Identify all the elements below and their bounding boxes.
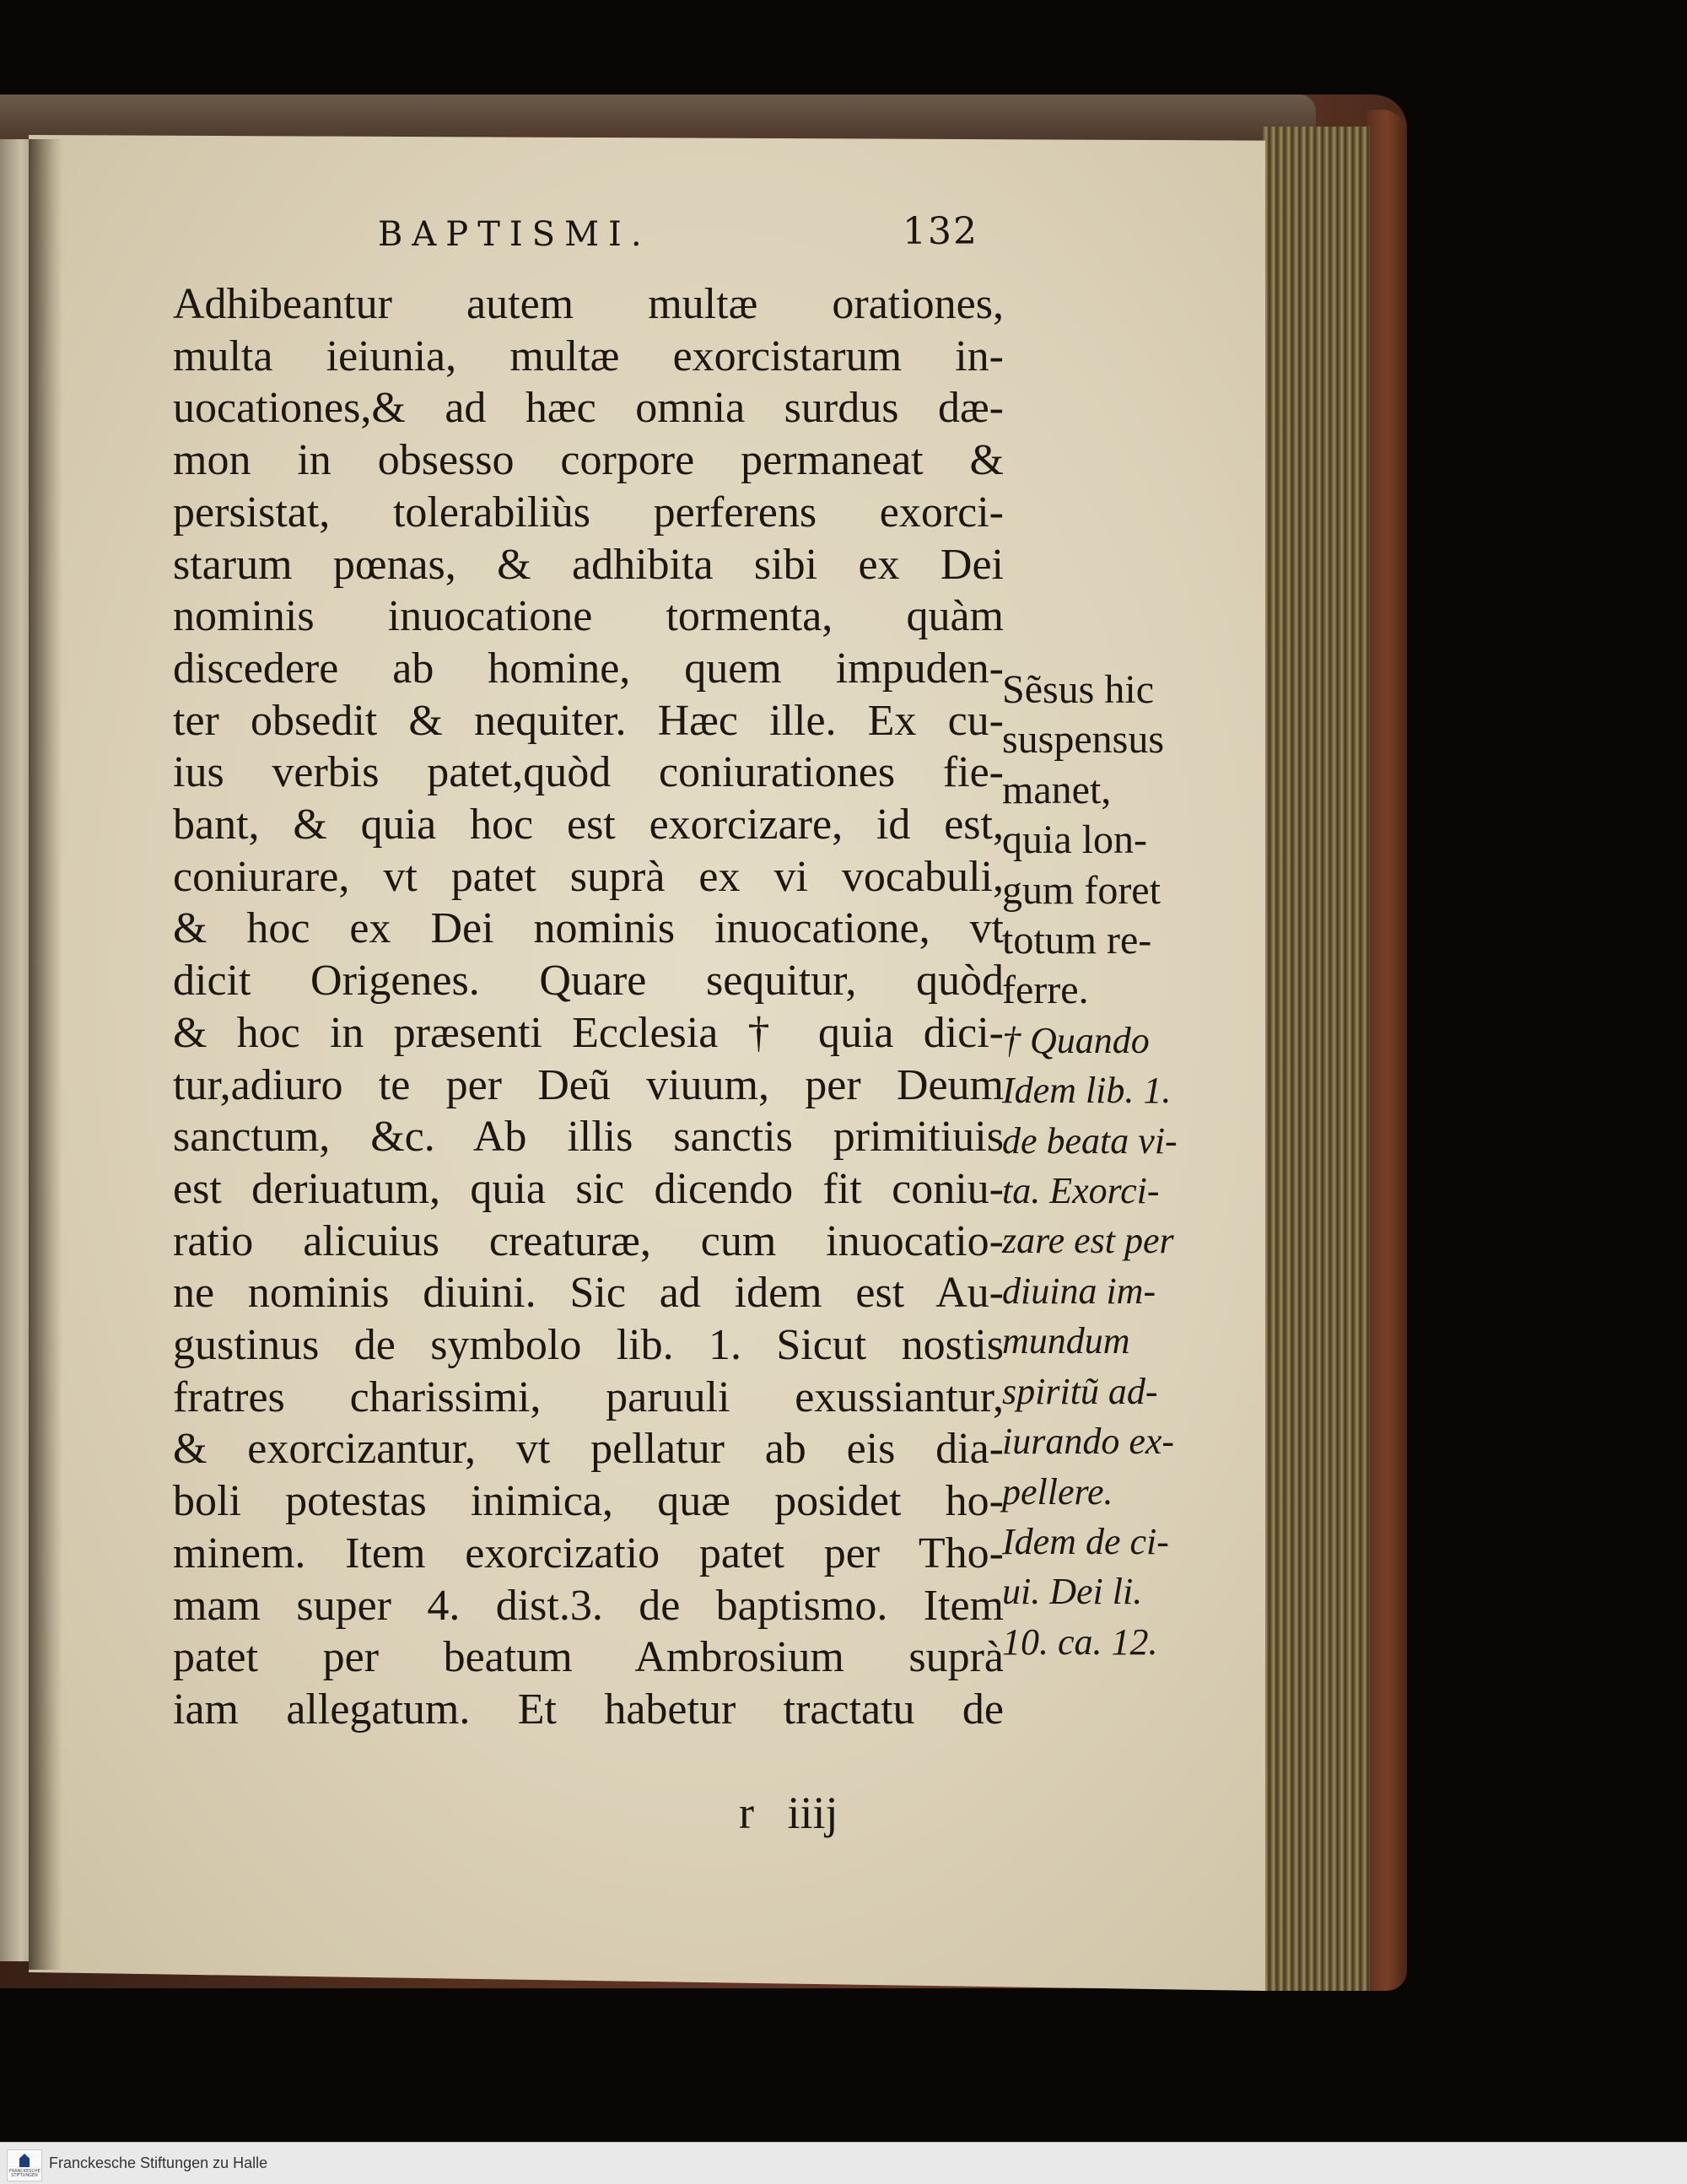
margin-note-line: Sẽsus hic [1002, 667, 1154, 712]
margin-note-line: ta. Exorci- [1002, 1170, 1160, 1212]
margin-note-line: suspensus [1002, 717, 1165, 763]
text-line: & exorcizantur, vt pellatur ab eis dia- [173, 1425, 1004, 1474]
margin-note-line: totum re- [1002, 918, 1152, 963]
text-line: iam allegatum. Et habetur tractatu de [173, 1685, 1004, 1734]
text-line: boli potestas inimica, quæ posidet ho- [173, 1477, 1004, 1526]
margin-note-line: iurando ex- [1002, 1421, 1175, 1463]
credit-label: Franckesche Stiftungen zu Halle [49, 2154, 268, 2171]
margin-note-line: † Quando [1002, 1019, 1150, 1061]
margin-note-line: pellere. [1002, 1470, 1113, 1513]
text-line: minem. Item exorcizatio patet per Tho- [173, 1529, 1004, 1577]
signature-mark: r iiij [739, 1788, 838, 1838]
text-line: ius verbis patet,quòd coniurationes fie- [173, 748, 1004, 797]
text-line: ratio alicuius creaturæ, cum inuocatio- [173, 1216, 1004, 1265]
text-line: & hoc in præsenti Ecclesia † quia dici- [173, 1008, 1004, 1057]
text-line: multa ieiunia, multæ exorcistarum in- [173, 332, 1004, 380]
text-line: Adhibeantur autem multæ orationes, [173, 280, 1004, 328]
text-line: bant, & quia hoc est exorcizare, id est, [173, 801, 1004, 849]
cover-fore-edge [1366, 110, 1407, 1991]
text-line: & hoc ex Dei nominis inuocatione, vt [173, 904, 1004, 953]
text-line: ter obsedit & nequiter. Hæc ille. Ex cu- [173, 696, 1004, 745]
margin-note-line: zare est per [1002, 1220, 1174, 1262]
margin-notes [1002, 665, 1226, 1667]
margin-note-line: gum foret [1002, 867, 1161, 913]
gutter-shadow [29, 139, 62, 1970]
text-line: starum pœnas, & adhibita sibi ex Dei [173, 540, 1004, 589]
text-line: sanctum, &c. Ab illis sanctis primitiuis [173, 1113, 1004, 1162]
text-line: mam super 4. dist.3. de baptismo. Item [173, 1581, 1004, 1630]
page-header [0, 210, 1687, 266]
margin-note-line: quia lon- [1002, 817, 1147, 863]
running-head: BAPTISMI. [378, 215, 651, 254]
building-icon [19, 2154, 30, 2167]
margin-note-line: Idem lib. 1. [1002, 1070, 1172, 1112]
text-line: tur,adiuro te per Deũ viuum, per Deum [173, 1060, 1004, 1109]
text-line: fratres charissimi, paruuli exussiantur, [173, 1372, 1004, 1421]
text-line: gustinus de symbolo lib. 1. Sicut nostis [173, 1321, 1004, 1370]
text-line: patet per beatum Ambrosium suprà [173, 1633, 1004, 1682]
margin-note-line: manet, [1002, 767, 1112, 812]
margin-note-line: ui. Dei li. [1002, 1571, 1143, 1613]
credit-bar [0, 2142, 1687, 2184]
page-number: 132 [903, 210, 978, 253]
margin-note-line: ferre. [1002, 968, 1089, 1013]
logo-caption: FRANCKESCHE STIFTUNGEN [9, 2169, 40, 2178]
margin-note-line: mundum [1002, 1320, 1130, 1362]
main-text-block [173, 278, 1016, 1736]
text-line: coniurare, vt patet suprà ex vi vocabuli, [173, 852, 1004, 901]
margin-note-line: Idem de ci- [1002, 1520, 1169, 1562]
margin-note-line: de beata vi- [1002, 1119, 1178, 1162]
margin-note-line: 10. ca. 12. [1002, 1620, 1158, 1663]
text-line: ne nominis diuini. Sic ad idem est Au- [173, 1269, 1004, 1318]
text-line: mon in obsesso corpore permaneat & [173, 436, 1004, 485]
text-line: est deriuatum, quia sic dicendo fit coniu- [173, 1164, 1004, 1213]
margin-note-line: spiritũ ad- [1002, 1370, 1158, 1412]
text-line: dicit Origenes. Quare sequitur, quòd [173, 957, 1004, 1006]
text-line: nominis inuocatione tormenta, quàm [173, 592, 1004, 641]
text-line: persistat, tolerabiliùs perferens exorci- [173, 488, 1004, 537]
text-line: uocationes,& ad hæc omnia surdus dæ- [173, 384, 1004, 433]
margin-note-line: diuina im- [1002, 1270, 1156, 1312]
text-line: discedere ab homine, quem impuden- [173, 644, 1004, 693]
page-block-edges [1262, 127, 1370, 1991]
institution-logo [7, 2149, 42, 2181]
facing-page-edge [0, 139, 30, 1961]
